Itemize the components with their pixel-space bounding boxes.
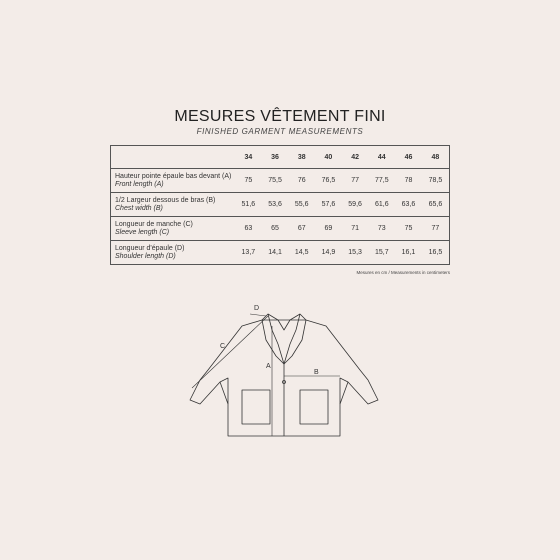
table-cell: 76 bbox=[288, 169, 315, 193]
table-cell: 75 bbox=[395, 217, 422, 241]
table-cell: 73 bbox=[368, 217, 395, 241]
row-label-fr: Hauteur pointe épaule bas devant (A) bbox=[115, 172, 232, 180]
row-label-en: Chest width (B) bbox=[115, 204, 163, 212]
table-cell: 15,7 bbox=[368, 241, 395, 265]
table-cell: 65 bbox=[262, 217, 289, 241]
table-cell: 14,1 bbox=[262, 241, 289, 265]
table-cell: 63,6 bbox=[395, 193, 422, 217]
table-cell: 15,3 bbox=[342, 241, 369, 265]
table-cell: 77,5 bbox=[368, 169, 395, 193]
table-cell: 78,5 bbox=[422, 169, 450, 193]
row-label bbox=[111, 217, 236, 241]
table-row bbox=[111, 169, 450, 193]
table-cell: 69 bbox=[315, 217, 342, 241]
table-cell: 16,1 bbox=[395, 241, 422, 265]
table-cell: 13,7 bbox=[235, 241, 262, 265]
size-header: 36 bbox=[262, 146, 289, 169]
page-title: MESURES VÊTEMENT FINI bbox=[174, 108, 386, 125]
table-cell: 57,6 bbox=[315, 193, 342, 217]
table-row bbox=[111, 217, 450, 241]
row-label-en: Sleeve length (C) bbox=[115, 228, 170, 236]
size-header: 42 bbox=[342, 146, 369, 169]
row-label-fr: 1/2 Largeur dessous de bras (B) bbox=[115, 196, 216, 204]
table-cell: 77 bbox=[342, 169, 369, 193]
measurement-table bbox=[110, 145, 450, 265]
table-cell: 75,5 bbox=[262, 169, 289, 193]
label-a: A bbox=[266, 363, 271, 370]
size-header-row bbox=[111, 146, 450, 169]
table-cell: 65,6 bbox=[422, 193, 450, 217]
table-cell: 71 bbox=[342, 217, 369, 241]
measure-line-c bbox=[192, 316, 268, 388]
units-note: Mesures en cm / Measurements in centimeters bbox=[356, 270, 450, 275]
table-cell: 78 bbox=[395, 169, 422, 193]
table-cell: 16,5 bbox=[422, 241, 450, 265]
table-cell: 14,5 bbox=[288, 241, 315, 265]
size-header: 34 bbox=[235, 146, 262, 169]
table-cell: 55,6 bbox=[288, 193, 315, 217]
row-label-fr: Longueur d'épaule (D) bbox=[115, 244, 185, 252]
table-cell: 53,6 bbox=[262, 193, 289, 217]
jacket-diagram bbox=[180, 300, 380, 450]
table-cell: 63 bbox=[235, 217, 262, 241]
jacket-outline bbox=[190, 314, 378, 436]
table-row bbox=[111, 193, 450, 217]
label-d: D bbox=[254, 305, 260, 312]
size-header: 44 bbox=[368, 146, 395, 169]
row-label-en: Front length (A) bbox=[115, 180, 164, 188]
table-cell: 75 bbox=[235, 169, 262, 193]
row-label bbox=[111, 193, 236, 217]
table-cell: 51,6 bbox=[235, 193, 262, 217]
table-cell: 67 bbox=[288, 217, 315, 241]
size-header: 48 bbox=[422, 146, 450, 169]
label-c: C bbox=[220, 343, 226, 350]
page-subtitle: FINISHED GARMENT MEASUREMENTS bbox=[196, 127, 364, 136]
row-label-fr: Longueur de manche (C) bbox=[115, 220, 193, 228]
table-cell: 61,6 bbox=[368, 193, 395, 217]
table-row bbox=[111, 241, 450, 265]
table-cell: 76,5 bbox=[315, 169, 342, 193]
measure-line-d bbox=[250, 314, 266, 316]
row-label bbox=[111, 241, 236, 265]
label-b: B bbox=[314, 369, 319, 376]
size-header: 46 bbox=[395, 146, 422, 169]
table-cell: 59,6 bbox=[342, 193, 369, 217]
row-label-en: Shoulder length (D) bbox=[115, 252, 176, 260]
size-header: 40 bbox=[315, 146, 342, 169]
table-cell: 77 bbox=[422, 217, 450, 241]
row-label bbox=[111, 169, 236, 193]
header-blank-cell bbox=[111, 146, 236, 169]
table-cell: 14,9 bbox=[315, 241, 342, 265]
size-header: 38 bbox=[288, 146, 315, 169]
